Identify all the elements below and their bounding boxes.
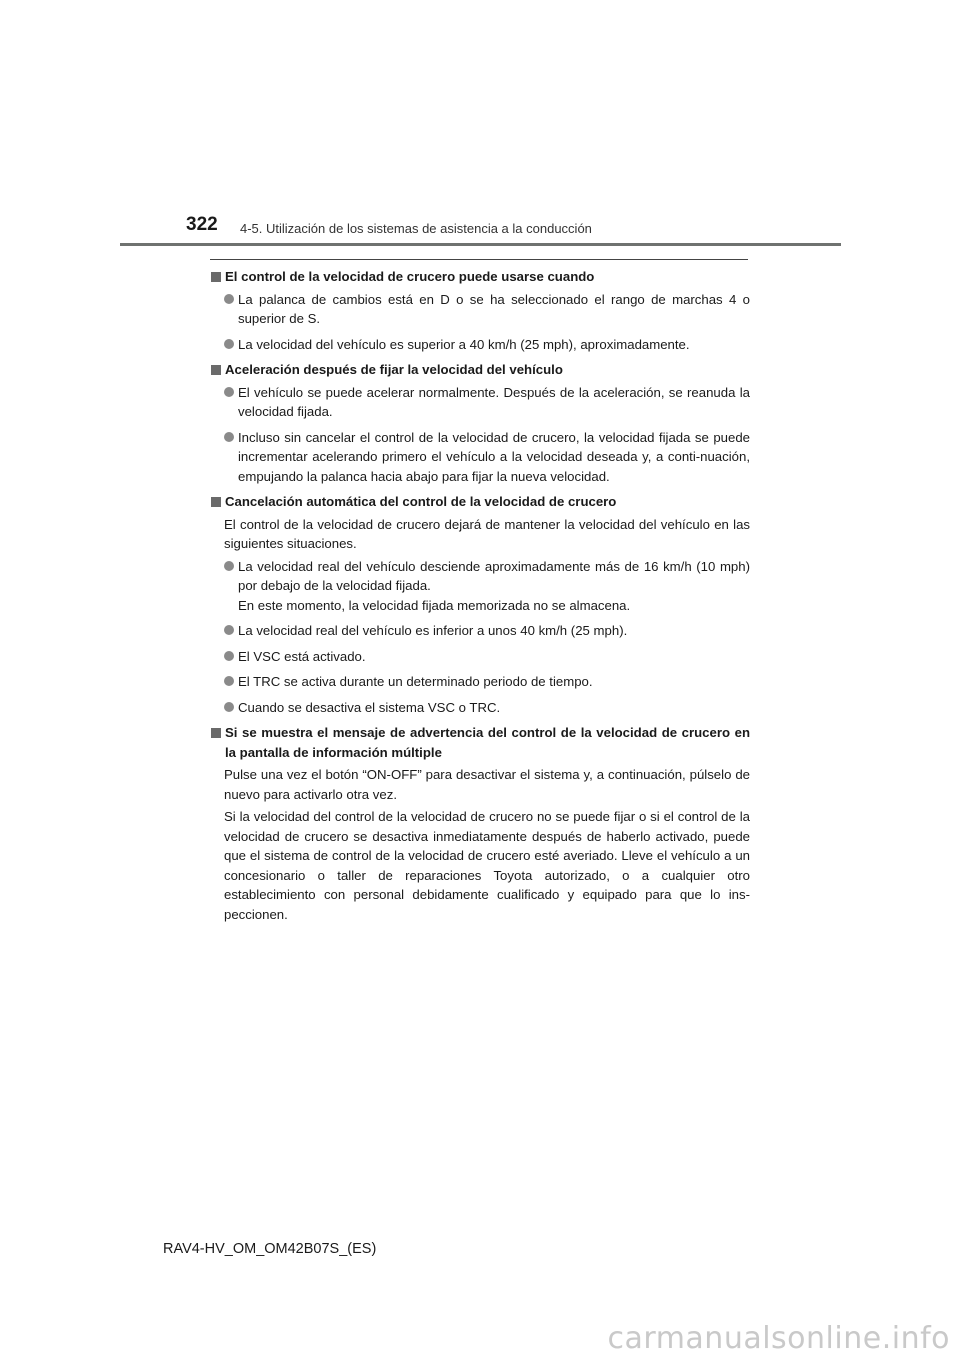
list-item-text: La velocidad real del vehículo es inferior a unos 40 km/h (25 mph). [238,623,628,638]
header-divider [120,243,841,246]
list-item-text: La palanca de cambios está en D o se ha seleccionado el rango de marchas 4 o superior de S. [238,291,750,326]
list-item [224,621,750,641]
circle-bullet-icon [224,561,234,571]
list-item [224,428,750,487]
info-section [210,723,750,924]
info-section [210,492,750,717]
list-item-text: Incluso sin cancelar el control de la velocidad de crucero, la velocidad fijada se puede incrementar acelerando primero el vehículo a la velocidad deseada y, a conti-nuación, empujando la palanca hacia abajo para fijar la nueva velocidad. [238,429,750,484]
list-item-text: La velocidad real del vehículo desciende aproximadamente más de 16 km/h (10 mph) por debajo de la velocidad fijada. En este momento, la velocidad fijada memorizada no se almacena. [238,558,750,613]
list-item [224,672,750,692]
circle-bullet-icon [224,339,234,349]
info-section [210,360,750,486]
circle-bullet-icon [224,432,234,442]
section-paragraph: Pulse una vez el botón “ON-OFF” para desactivar el sistema y, a continuación, púlselo de nuevo para activarlo otra vez. [224,767,750,802]
list-item [224,557,750,616]
square-bullet-icon [211,728,221,738]
section-heading-text: Cancelación automática del control de la velocidad de crucero [225,494,617,509]
content-divider [210,259,748,260]
info-section [210,267,750,354]
circle-bullet-icon [224,676,234,686]
list-item [224,698,750,718]
section-heading-text: Si se muestra el mensaje de advertencia del control de la velocidad de crucero en la pantalla de información múltiple [225,725,750,760]
document-code: RAV4-HV_OM_OM42B07S_(ES) [163,1241,377,1257]
list-item [224,383,750,422]
page-header [0,0,960,250]
watermark: carmanualsonline.info [607,1321,950,1356]
circle-bullet-icon [224,702,234,712]
list-item [224,335,750,355]
page-number: 322 [186,214,218,235]
section-heading-text: El control de la velocidad de crucero puede usarse cuando [225,269,595,284]
circle-bullet-icon [224,387,234,397]
section-heading-text: Aceleración después de fijar la velocidad del vehículo [225,362,563,377]
section-title: 4-5. Utilización de los sistemas de asistencia a la conducción [240,221,592,236]
square-bullet-icon [211,365,221,375]
circle-bullet-icon [224,625,234,635]
list-item-text: El TRC se activa durante un determinado periodo de tiempo. [238,674,593,689]
section-heading [210,723,750,762]
section-heading [210,492,750,512]
square-bullet-icon [211,272,221,282]
section-paragraph: El control de la velocidad de crucero dejará de mantener la velocidad del vehículo en las siguientes situaciones. [224,516,750,551]
list-item-text: El VSC está activado. [238,648,366,664]
section-paragraph: Si la velocidad del control de la velocidad de crucero no se puede fijar o si el control de la velocidad de crucero se desactiva inmediatamente después de haberlo activado, puede que el sistema de control de la velocidad de crucero esté averiado. Lleve el vehículo a un concesionario o taller de reparaciones Toyota autorizado, o a cualquier otro establecimiento con personal debidamente cualificado y equipado para que lo ins-peccionen. [224,809,750,922]
section-heading [210,360,750,380]
circle-bullet-icon [224,294,234,304]
square-bullet-icon [211,497,221,507]
list-item-text: El vehículo se puede acelerar normalmente. Después de la aceleración, se reanuda la velocidad fijada. [238,384,750,419]
list-item [224,290,750,329]
section-heading [210,267,750,287]
list-item-text: La velocidad del vehículo es superior a 40 km/h (25 mph), aproximadamente. [238,336,690,352]
list-item-text: Cuando se desactiva el sistema VSC o TRC. [238,699,501,715]
circle-bullet-icon [224,651,234,661]
page-content [210,267,750,928]
list-item [224,647,750,667]
